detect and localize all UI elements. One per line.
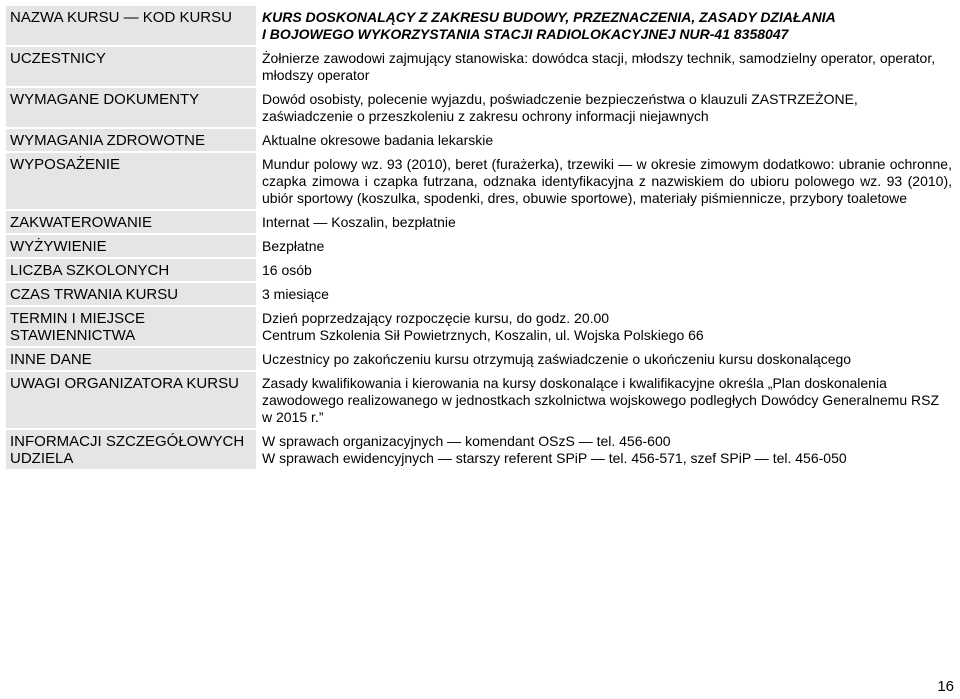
table-row [6,129,956,151]
table-row [6,88,956,127]
participants-label: UCZESTNICY [6,47,256,86]
course-name-value [258,6,956,45]
table-row [6,153,956,209]
food-value: Bezpłatne [258,235,956,257]
course-name-label: NAZWA KURSU — KOD KURSU [6,6,256,45]
contact-records: W sprawach ewidencyjnych — starszy referent SPiP — tel. 456-571, szef SPiP — tel. 456-050 [262,450,847,466]
table-row [6,283,956,305]
course-info-table [4,4,958,471]
table-row [6,259,956,281]
health-value: Aktualne okresowe badania lekarskie [258,129,956,151]
equipment-label: WYPOSAŻENIE [6,153,256,209]
trainees-value: 16 osób [258,259,956,281]
contact-organizational: W sprawach organizacyjnych — komendant OSzS — tel. 456-600 [262,433,671,449]
trainees-label: LICZBA SZKOLONYCH [6,259,256,281]
remarks-value: Zasady kwalifikowania i kierowania na kursy doskonalące i kwalifikacyjne określa „Plan doskonalenia zawodowego realizowanego w jednostkach szkolnictwa wojskowego podległych Dowódcy Generalnemu RSZ w 2015 r.” [258,372,956,428]
arrival-label: TERMIN I MIEJSCE STAWIENNICTWA [6,307,256,346]
table-row [6,372,956,428]
other-value: Uczestnicy po zakończeniu kursu otrzymują zaświadczenie o ukończeniu kursu doskonalącego [258,348,956,370]
remarks-label: UWAGI ORGANIZATORA KURSU [6,372,256,428]
duration-label: CZAS TRWANIA KURSU [6,283,256,305]
table-row [6,307,956,346]
table-row [6,47,956,86]
table-row [6,6,956,45]
page-number: 16 [937,678,954,695]
arrival-place: Centrum Szkolenia Sił Powietrznych, Koszalin, ul. Wojska Polskiego 66 [262,327,704,343]
contact-value [258,430,956,469]
accommodation-value: Internat — Koszalin, bezpłatnie [258,211,956,233]
table-row [6,211,956,233]
health-label: WYMAGANIA ZDROWOTNE [6,129,256,151]
duration-value: 3 miesiące [258,283,956,305]
arrival-value [258,307,956,346]
other-label: INNE DANE [6,348,256,370]
arrival-time: Dzień poprzedzający rozpoczęcie kursu, do godz. 20.00 [262,310,610,326]
participants-value: Żołnierze zawodowi zajmujący stanowiska: dowódca stacji, młodszy technik, samodzielny operator, operator, młodszy operator [258,47,956,86]
table-row [6,430,956,469]
equipment-value: Mundur polowy wz. 93 (2010), beret (furażerka), trzewiki — w okresie zimowym dodatkowo: ubranie ochronne, czapka zimowa i czapka futrzana, odznaka identyfikacyjna z nazwiskiem do ubioru polowego wz. 93 (2010), ubiór sportowy (koszulka, spodenki, dres, obuwie sportowe), materiały piśmiennicze, przybory toaletowe [258,153,956,209]
food-label: WYŻYWIENIE [6,235,256,257]
documents-value: Dowód osobisty, polecenie wyjazdu, poświadczenie bezpieczeństwa o klauzuli ZASTRZEŻONE, zaświadczenie o przeszkoleniu z zakresu ochrony informacji niejawnych [258,88,956,127]
table-row [6,348,956,370]
contact-label: INFORMACJI SZCZEGÓŁOWYCH UDZIELA [6,430,256,469]
course-name-line-2: I BOJOWEGO WYKORZYSTANIA STACJI RADIOLOKACYJNEJ NUR-41 8358047 [262,26,789,42]
documents-label: WYMAGANE DOKUMENTY [6,88,256,127]
table-row [6,235,956,257]
course-name-line-1: KURS DOSKONALĄCY Z ZAKRESU BUDOWY, PRZEZNACZENIA, ZASADY DZIAŁANIA [262,9,836,25]
accommodation-label: ZAKWATEROWANIE [6,211,256,233]
